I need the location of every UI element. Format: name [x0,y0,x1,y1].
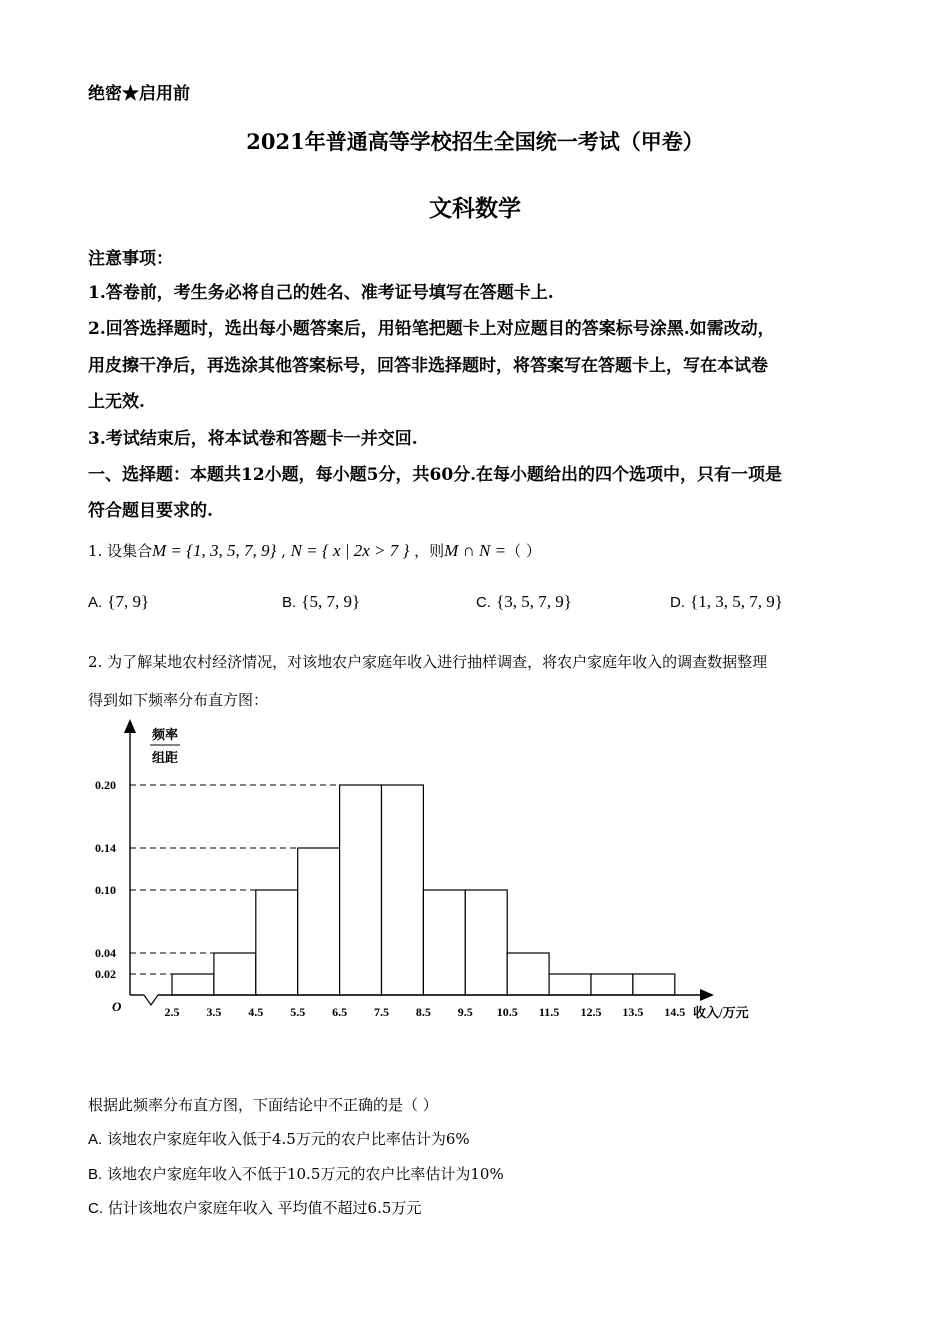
note-item-2-line-2: 用皮擦干净后，再选涂其他答案标号，回答非选择题时，将答案写在答题卡上，写在本试卷 [88,356,768,376]
frequency-histogram [0,715,950,1035]
x-tick-label: 11.5 [538,1005,560,1019]
option-letter: C. [476,594,491,611]
x-tick-label: 10.5 [496,1005,518,1019]
y-tick-label: 0.04 [95,946,116,960]
question-1-stem [88,540,541,561]
option-letter: B. [282,594,297,611]
y-tick-label: 0.14 [95,841,116,855]
option-letter: A. [88,1131,103,1148]
y-axis-arrow-icon [124,719,136,733]
x-tick-label: 9.5 [457,1005,473,1019]
option-text: 估计该地农户家庭年收入 平均值不超过6.5万元 [107,1199,422,1217]
histogram-bar [382,785,424,995]
question-1-prefix: 1. 设集合 [88,542,153,560]
question-2-prompt: 根据此频率分布直方图，下面结论中不正确的是（ ） [88,1096,438,1114]
notes-heading: 注意事项： [88,249,173,269]
axis-break-icon [144,995,158,1005]
x-tick-label: 3.5 [206,1005,222,1019]
intersection-expression: M ∩ N = [444,541,507,560]
section-1-instructions-line-1: 一、选择题：本题共12小题，每小题5分，共60分.在每小题给出的四个选项中，只有一项是 [88,465,783,485]
histogram-bar [591,974,633,995]
histogram-bar [465,890,507,995]
x-axis-label: 收入/万元 [693,1005,749,1020]
x-tick-label: 6.5 [332,1005,348,1019]
bars-layer [172,785,675,995]
set-n: N = { x | 2x > 7 } [290,541,410,560]
option-letter: D. [670,594,685,611]
x-tick-label: 5.5 [290,1005,306,1019]
x-tick-label: 8.5 [415,1005,431,1019]
histogram-bar [340,785,382,995]
histogram-bar [172,974,214,995]
x-tick-label: 13.5 [622,1005,644,1019]
question-2-option-a [88,1128,470,1149]
x-axis-arrow-icon [700,989,714,1001]
question-2-option-b [88,1163,504,1184]
question-2-stem-line-2: 得到如下频率分布直方图： [88,691,269,709]
subject-title: 文科数学 [429,195,521,222]
y-label-top: 频率 [151,727,179,742]
question-2-option-c [88,1197,421,1218]
question-1-option-b [282,592,360,612]
question-1-option-c [476,592,572,612]
histogram-bar [423,890,465,995]
note-item-2-line-3: 上无效. [88,392,145,412]
question-1-option-d [670,592,783,612]
question-1-option-a [88,592,149,612]
answer-blank: （ ） [506,542,541,560]
histogram-bar [633,974,675,995]
option-value: {1, 3, 5, 7, 9} [690,592,783,611]
y-label-bottom: 组距 [151,750,179,765]
y-tick-label: 0.10 [95,883,116,897]
histogram-bar [549,974,591,995]
exam-title: 2021年普通高等学校招生全国统一考试（甲卷） [246,129,704,154]
note-item-1: 1.答卷前，考生务必将自己的姓名、准考证号填写在答题卡上. [88,283,554,303]
origin-label: O [112,999,122,1014]
note-item-3: 3.考试结束后，将本试卷和答题卡一并交回. [88,429,418,449]
question-1-separator: , [276,542,286,560]
x-tick-label: 12.5 [580,1005,602,1019]
set-m: M = {1, 3, 5, 7, 9} [152,541,277,560]
question-1-then: ，则 [409,542,445,560]
section-1-instructions-line-2: 符合题目要求的. [88,501,213,521]
option-text: 该地农户家庭年收入不低于10.5万元的农户比率估计为10% [106,1165,504,1183]
x-tick-label: 7.5 [374,1005,389,1019]
x-tick-label: 4.5 [248,1005,264,1019]
y-tick-label: 0.20 [95,778,116,792]
y-tick-label: 0.02 [95,967,116,981]
question-2-stem-line-1: 2. 为了解某地农村经济情况，对该地农户家庭年收入进行抽样调查，将农户家庭年收入的调查数据整理 [88,653,768,671]
x-tick-label: 2.5 [164,1005,180,1019]
option-letter: C. [88,1200,103,1217]
x-tick-label: 14.5 [664,1005,686,1019]
histogram-bar [298,848,340,995]
secret-mark: 绝密★启用前 [88,84,190,104]
note-item-2-line-1: 2.回答选择题时，选出每小题答案后，用铅笔把题卡上对应题目的答案标号涂黑.如需改动， [88,319,775,339]
option-text: 该地农户家庭年收入低于4.5万元的农户比率估计为6% [106,1130,470,1148]
option-letter: B. [88,1166,103,1183]
histogram-bar [256,890,298,995]
histogram-bar [507,953,549,995]
option-value: {7, 9} [107,592,150,611]
option-value: {3, 5, 7, 9} [496,592,572,611]
histogram-bar [214,953,256,995]
option-value: {5, 7, 9} [301,592,361,611]
option-letter: A. [88,594,103,611]
